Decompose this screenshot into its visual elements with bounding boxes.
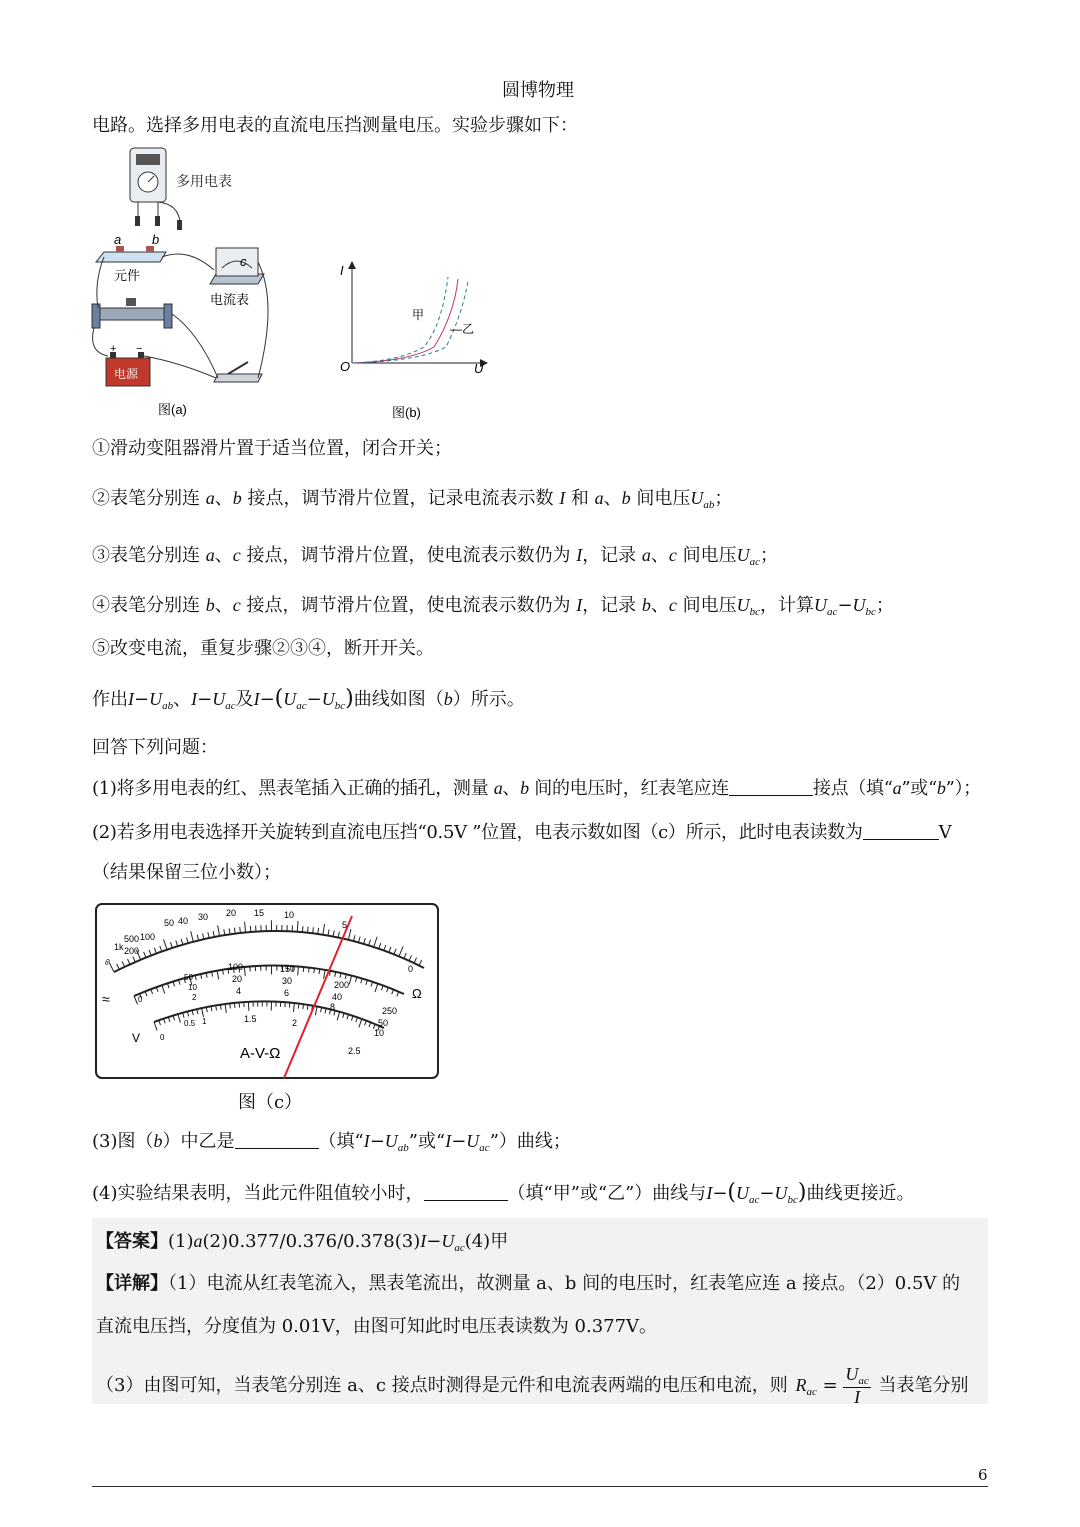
equals-sign: = — [822, 1375, 838, 1396]
multimeter-label: 多用电表 — [176, 173, 232, 189]
ohm-tick-100: 100 — [140, 932, 156, 942]
step-3-text-d: 间电压 — [676, 545, 737, 566]
var-I: I — [445, 1131, 452, 1151]
ohm-tick-inf: ∞ — [101, 956, 113, 967]
step-4-text-b: 接点，调节滑片位置，使电流表示数仍为 — [240, 595, 577, 616]
iu-curve-figure-b — [330, 255, 500, 425]
step-3: ③表笔分别连 a、c 接点，调节滑片位置，使电流表示数仍为 I，记录 a、c 间电压$U_{ac}$； — [92, 545, 779, 568]
step-1 — [92, 438, 452, 460]
var-b: b — [153, 1131, 163, 1151]
var-I: I — [420, 1231, 427, 1251]
source-label: 电源 — [114, 367, 139, 381]
var-b: b — [443, 689, 453, 709]
fraction — [843, 1365, 870, 1407]
step-4-end: ； — [875, 595, 894, 616]
q1-text-pre: (1)将多用电表的红、黑表笔插入正确的插孔，测量 — [92, 778, 494, 799]
answer-text-3: (4)甲 — [464, 1231, 509, 1252]
scale-tick — [303, 1004, 304, 1009]
sub-ab: ab — [162, 700, 174, 712]
var-I: I — [854, 1387, 861, 1407]
var-c: c — [232, 595, 241, 615]
sub-bc: bc — [749, 606, 761, 618]
var-c: c — [232, 545, 241, 565]
minus-sign: − — [134, 689, 150, 710]
multimeter-icon — [130, 148, 182, 230]
switch-icon — [214, 362, 262, 382]
q3-text-end3: ”）曲线； — [489, 1131, 571, 1152]
plot-statement — [92, 686, 525, 713]
ammeter-icon — [210, 248, 264, 284]
ammeter-label: 电流表 — [210, 292, 250, 307]
dial-brand: A-V-Ω — [240, 1045, 281, 1062]
detail-line-3 — [96, 1365, 969, 1407]
scale-tick — [240, 927, 241, 933]
plot-text-end: 曲线如图（ — [353, 689, 444, 710]
circuit-figure-a — [88, 142, 288, 422]
step-4-text-e: ，计算 — [760, 595, 815, 616]
var-I: I — [576, 545, 583, 565]
step-2-end: ； — [714, 488, 733, 509]
footer-divider — [92, 1486, 988, 1487]
q3-text-end: （填“ — [318, 1131, 364, 1152]
sub-ac: ac — [749, 1194, 760, 1206]
plot-text-end2: ）所示。 — [452, 689, 525, 710]
var-a: a — [594, 488, 604, 508]
sub-ac: ac — [858, 1375, 869, 1387]
var-U: U — [466, 1131, 480, 1151]
q4-text-pre: (4)实验结果表明，当此元件阻值较小时， — [92, 1183, 424, 1204]
mid-tick-6: 6 — [284, 988, 290, 998]
plot-text-pre: 作出 — [92, 689, 128, 710]
detail-line-3-pre: （3）由图可知，当表笔分别连 a、c 接点时测得是元件和电流表两端的电压和电流，则 — [96, 1375, 788, 1396]
fraction-numerator — [843, 1365, 870, 1388]
mid-tick-4: 4 — [236, 986, 242, 996]
q4-text-mid: （填“甲”或“乙”）曲线与 — [507, 1183, 707, 1204]
ohm-tick-20: 20 — [226, 908, 237, 918]
label-a: a — [114, 232, 122, 247]
scale-tick — [230, 1003, 231, 1008]
mid-tick-2: 2 — [192, 993, 197, 1002]
figure-b-caption: 图(b) — [392, 405, 421, 420]
var-I: I — [706, 1183, 713, 1203]
resistance-formula — [795, 1365, 870, 1407]
var-U: U — [736, 1183, 749, 1203]
step-5-text: ⑤改变电流，重复步骤②③④，断开开关。 — [92, 638, 434, 659]
ohm-tick-5: 5 — [342, 920, 348, 930]
scale-tick — [309, 968, 310, 973]
var-U: U — [814, 595, 828, 615]
step-3-text-b: 接点，调节滑片位置，使电流表示数仍为 — [240, 545, 577, 566]
step-4-text-a: ④表笔分别连 — [92, 595, 206, 616]
step-3-text-c: ，记录 — [582, 545, 642, 566]
var-I: I — [128, 689, 134, 709]
q3-text-mid: ）中乙是 — [162, 1131, 235, 1152]
minus-sign: − — [712, 1183, 728, 1204]
ohm-tick-500: 500 — [124, 934, 140, 944]
right-paren: ) — [797, 1180, 807, 1205]
sub-bc: bc — [865, 606, 876, 618]
scale-tick — [234, 1003, 235, 1008]
q4-text-end: 曲线更接近。 — [806, 1183, 915, 1204]
dc-volt-symbol: V — [132, 1031, 141, 1045]
var-b: b — [936, 778, 946, 798]
y-axis-arrow — [348, 261, 356, 269]
mid-tick-30: 30 — [282, 976, 293, 986]
var-b: b — [232, 488, 242, 508]
var-I: I — [363, 1131, 370, 1151]
minus-sign: − — [451, 1131, 467, 1152]
right-paren: ) — [345, 686, 354, 711]
var-I: I — [191, 689, 198, 709]
q1-text-end2: ”或“ — [901, 778, 937, 799]
sub-bc: bc — [334, 700, 346, 712]
q2-unit: V — [938, 822, 952, 843]
var-U: U — [736, 595, 750, 615]
step-4: ④表笔分别连 b、c 接点，调节滑片位置，使电流表示数仍为 I，记录 b、c 间电压$U_{bc}$，计算$U_{ac}-U_{bc}$； — [92, 595, 894, 618]
answer-intro: 回答下列问题： — [92, 737, 218, 758]
element-icon — [96, 246, 166, 262]
detail-line-3-end: 当表笔分别 — [878, 1375, 969, 1396]
sub-ac: ac — [225, 700, 236, 712]
ohm-tick-15: 15 — [254, 908, 265, 918]
q4-answer-blank[interactable] — [424, 1184, 508, 1201]
var-a: a — [493, 778, 503, 798]
step-2-text-c: 和 — [565, 488, 595, 509]
ohm-symbol: Ω — [412, 986, 422, 1001]
var-b: b — [641, 595, 651, 615]
plus-sign: + — [110, 343, 117, 355]
var-U: U — [852, 595, 866, 615]
var-a: a — [892, 778, 902, 798]
mid-tick-10: 10 — [188, 983, 197, 992]
scale-tick — [314, 968, 315, 973]
var-b: b — [205, 595, 215, 615]
minus-sign: − — [369, 1131, 385, 1152]
question-2-line-1 — [92, 822, 951, 844]
low-tick-2: 2 — [292, 1018, 298, 1028]
intro-text: 电路。选择多用电表的直流电压挡测量电压。实验步骤如下： — [92, 115, 578, 136]
var-b: b — [621, 488, 631, 508]
label-c: c — [240, 254, 247, 269]
mid-tick-0: 0 — [138, 995, 143, 1004]
q3-text-pre: (3)图（ — [92, 1131, 154, 1152]
ac-symbol: ≈ — [102, 991, 110, 1007]
detail-line-2: 直流电压挡，分度值为 0.01V，由图可知此时电压表读数为 0.377V。 — [96, 1316, 658, 1337]
detail-line-1-text: （1）电流从红表笔流入，黑表笔流出，故测量 a、b 间的电压时，红表笔应连 a 接点。（2）0.5V 的 — [168, 1273, 961, 1294]
low-tick-2.5: 2.5 — [348, 1046, 361, 1056]
ohm-tick-1k: 1k — [114, 942, 124, 952]
answer-line — [96, 1231, 508, 1255]
question-2-line-2: （结果保留三位小数）； — [92, 862, 281, 883]
question-3 — [92, 1131, 571, 1155]
ohm-tick-30: 30 — [198, 912, 209, 922]
var-U: U — [384, 1131, 398, 1151]
var-c: c — [668, 545, 677, 565]
var-R: R — [795, 1375, 807, 1395]
step-5 — [92, 638, 434, 660]
sub-ac: ac — [749, 556, 761, 568]
minus-sign: − — [759, 1183, 775, 1204]
var-U: U — [690, 488, 704, 508]
element-label: 元件 — [114, 268, 141, 283]
sub-ac: ac — [806, 1386, 817, 1398]
question-4 — [92, 1180, 914, 1207]
mid-tick-10b: 10 — [374, 1028, 385, 1038]
figure-a-caption: 图(a) — [158, 402, 187, 417]
step-1-text: ①滑动变阻器滑片置于适当位置，闭合开关； — [92, 438, 452, 459]
sub-ac: ac — [479, 1142, 490, 1154]
mid-tick-40: 40 — [332, 992, 343, 1002]
ohm-tick-0: 0 — [408, 964, 414, 974]
mid-tick-200: 200 — [334, 980, 350, 990]
var-a: a — [205, 545, 215, 565]
origin-label: O — [340, 359, 351, 374]
answer-text-2: (2)0.377/0.376/0.378(3) — [202, 1231, 421, 1252]
var-U: U — [774, 1183, 788, 1203]
curve-middle — [352, 279, 458, 363]
minus-sign: − — [837, 595, 853, 616]
ohm-tick-10: 10 — [284, 910, 295, 920]
scale-tick — [298, 1004, 299, 1009]
axis-x-label: U — [474, 361, 484, 376]
var-c: c — [668, 595, 677, 615]
q1-answer-blank[interactable] — [729, 779, 813, 796]
var-U: U — [212, 689, 226, 709]
sub-ac: ac — [454, 1242, 465, 1254]
ohm-tick-40: 40 — [178, 916, 189, 926]
page-number: 6 — [978, 1466, 988, 1484]
var-I: I — [559, 488, 566, 508]
answer-a: a — [193, 1231, 203, 1251]
label-jia: 甲 — [412, 308, 425, 322]
minus-sign: − — [259, 689, 275, 710]
step-3-end: ； — [760, 545, 779, 566]
var-U: U — [736, 545, 750, 565]
sub-ac: ac — [827, 606, 838, 618]
var-U: U — [149, 689, 163, 709]
var-I: I — [576, 595, 583, 615]
var-a: a — [641, 545, 651, 565]
plot-and: 及 — [235, 689, 254, 710]
low-tick-1.5: 1.5 — [244, 1014, 257, 1024]
sub-ab: ab — [703, 499, 715, 511]
sub-bc: bc — [787, 1194, 798, 1206]
q3-answer-blank[interactable] — [235, 1132, 319, 1149]
step-2: ②表笔分别连 a、b 接点，调节滑片位置，记录电流表示数 I 和 a、b 间电压$U_{ab}$； — [92, 488, 733, 511]
mid-tick-50b: 50 — [378, 1018, 389, 1028]
question-1: (1)将多用电表的红、黑表笔插入正确的插孔，测量 a、b 间的电压时，红表笔应连 接点（填“a”或“b”）； — [92, 778, 981, 799]
label-b: b — [152, 232, 160, 247]
q1-text-end: 接点（填“ — [812, 778, 893, 799]
var-I: I — [253, 689, 260, 709]
scale-tick — [308, 927, 309, 933]
sub-ab: ab — [397, 1142, 409, 1154]
mid-tick-100: 100 — [228, 962, 244, 972]
q1-text-mid: 间的电压时，红表笔应连 — [528, 778, 729, 799]
q1-text-end3: ”）； — [945, 778, 981, 799]
left-paren: ( — [727, 1180, 736, 1205]
q2-answer-blank[interactable] — [863, 823, 939, 840]
q3-text-end2: ”或“ — [408, 1131, 446, 1152]
low-tick-0: 0 — [160, 1033, 165, 1042]
multimeter-dial-figure-c — [94, 902, 440, 1080]
minus-sign: − — [426, 1231, 442, 1252]
axis-y-label: I — [340, 263, 344, 278]
ohm-tick-50: 50 — [164, 918, 175, 928]
var-U: U — [845, 1364, 859, 1384]
mid-tick-150: 150 — [280, 964, 296, 974]
step-4-text-d: 间电压 — [676, 595, 737, 616]
var-U: U — [283, 689, 297, 709]
var-U: U — [321, 689, 335, 709]
mid-tick-250: 250 — [382, 1006, 398, 1016]
ohm-tick-200: 200 — [124, 946, 140, 956]
step-2-text-b: 接点，调节滑片位置，记录电流表示数 — [241, 488, 560, 509]
step-4-text-c: ，记录 — [582, 595, 642, 616]
mid-tick-50: 50 — [184, 973, 193, 982]
figure-c-caption: 图（c） — [238, 1092, 303, 1113]
scale-tick — [302, 926, 303, 932]
var-U: U — [441, 1231, 455, 1251]
plot-sep: 、 — [173, 689, 192, 710]
answer-text-1: (1) — [168, 1231, 194, 1252]
detail-label: 【详解】 — [96, 1273, 168, 1294]
low-tick-1: 1 — [202, 1017, 207, 1026]
var-b: b — [520, 778, 529, 798]
sub-ac: ac — [296, 700, 307, 712]
mid-tick-8: 8 — [330, 1002, 336, 1012]
curve-jia — [352, 277, 448, 363]
answer-label: 【答案】 — [96, 1231, 168, 1252]
mid-tick-20: 20 — [232, 974, 243, 984]
minus-sign: − — [306, 689, 322, 710]
step-2-text-d: 间电压 — [630, 488, 691, 509]
page-header-title: 圆博物理 — [502, 80, 574, 101]
rheostat-icon — [92, 298, 172, 328]
label-yi: —乙 — [450, 322, 475, 336]
minus-sign: − — [197, 689, 213, 710]
minus-sign: − — [136, 343, 143, 355]
detail-line-1 — [96, 1273, 960, 1295]
fraction-denominator — [843, 1388, 870, 1407]
step-2-text-a: ②表笔分别连 — [92, 488, 206, 509]
low-tick-0.5: 0.5 — [184, 1019, 196, 1028]
var-a: a — [205, 488, 215, 508]
step-3-text-a: ③表笔分别连 — [92, 545, 206, 566]
q2-text-pre: (2)若多用电表选择开关旋转到直流电压挡“0.5V ”位置，电表示数如图（c）所示，此时电表读数为 — [92, 822, 863, 843]
left-paren: ( — [274, 686, 284, 711]
